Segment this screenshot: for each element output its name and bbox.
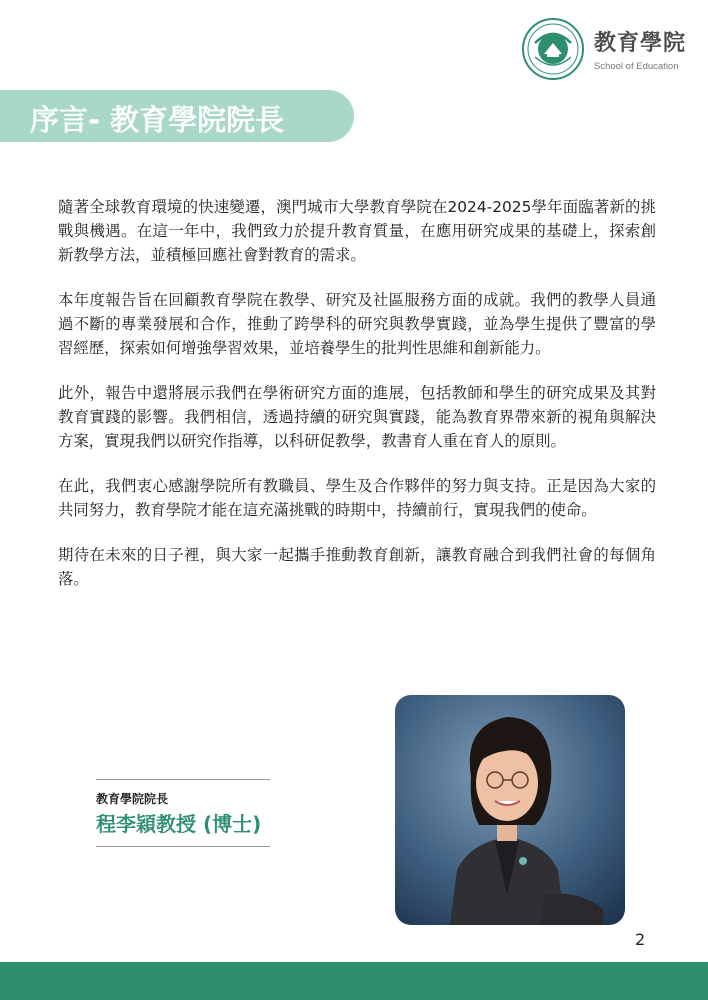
signature-name: 程李穎教授 (博士) (96, 812, 262, 836)
school-name-en: School of Education (594, 61, 679, 72)
signature-bottom-divider (96, 846, 270, 847)
preface-body (58, 195, 656, 612)
university-seal-icon (522, 18, 584, 80)
page-title: 序言- 教育學院院長 (30, 103, 285, 137)
school-logo (522, 18, 686, 80)
dean-portrait-photo (395, 695, 625, 925)
signature-role: 教育學院院長 (96, 792, 169, 806)
footer-band (0, 962, 708, 1000)
paragraph: 在此，我們衷心感謝學院所有教職員、學生及合作夥伴的努力與支持。正是因為大家的共同努力，教育學院才能在這充滿挑戰的時期中，持續前行，實現我們的使命。 (58, 477, 656, 519)
signature-block (96, 779, 270, 847)
paragraph: 期待在未來的日子裡，與大家一起攜手推動教育創新，讓教育融合到我們社會的每個角落。 (58, 546, 656, 588)
title-banner (0, 90, 354, 142)
page-number: 2 (635, 930, 646, 949)
signature-top-divider (96, 779, 270, 780)
paragraph: 本年度報告旨在回顧教育學院在教學、研究及社區服務方面的成就。我們的教學人員通過不斷的專業發展和合作，推動了跨學科的研究與教學實踐，並為學生提供了豐富的學習經歷，探索如何增強學習效果，並培養學生的批判性思維和創新能力。 (58, 291, 656, 357)
paragraph: 此外，報告中還將展示我們在學術研究方面的進展，包括教師和學生的研究成果及其對教育實踐的影響。我們相信，透過持續的研究與實踐，能為教育界帶來新的視角與解決方案，實現我們以研究作指導，以科研促教學，教書育人重在育人的原則。 (58, 384, 656, 450)
school-name-zh: 教育學院 (594, 31, 687, 56)
paragraph: 隨著全球教育環境的快速變遷，澳門城市大學教育學院在2024-2025學年面臨著新的挑戰與機遇。在這一年中，我們致力於提升教育質量，在應用研究成果的基礎上，探索創新教學方法，並積極回應社會對教育的需求。 (58, 198, 656, 264)
